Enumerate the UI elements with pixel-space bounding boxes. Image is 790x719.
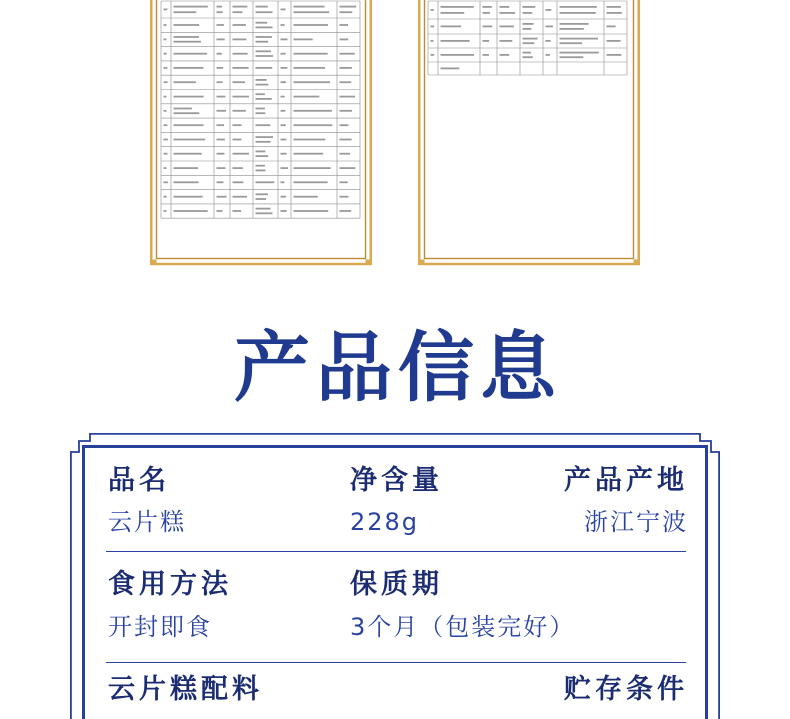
illegible-table-text	[281, 53, 286, 55]
illegible-table-text	[256, 155, 269, 157]
illegible-table-text	[294, 24, 329, 26]
illegible-table-text	[256, 67, 273, 69]
illegible-table-text	[281, 110, 286, 112]
illegible-table-text	[340, 96, 356, 98]
illegible-table-text	[256, 55, 274, 57]
illegible-table-text	[256, 208, 271, 210]
frame-corner-ornament	[153, 260, 157, 264]
illegible-table-text	[441, 54, 475, 56]
ingredients-label: 云片糕配料	[108, 674, 263, 705]
illegible-table-text	[340, 67, 352, 69]
section-title: 产品信息	[234, 323, 562, 412]
illegible-table-text	[256, 141, 271, 143]
illegible-table-text	[500, 6, 510, 8]
net-weight-label: 净含量	[350, 465, 443, 496]
illegible-table-text	[164, 110, 167, 112]
illegible-table-text	[164, 81, 168, 83]
shelf-life-label: 保质期	[350, 569, 443, 600]
illegible-table-text	[256, 98, 272, 100]
illegible-table-text	[174, 41, 201, 43]
illegible-table-text	[217, 153, 225, 155]
illegible-table-text	[233, 196, 248, 198]
illegible-table-text	[483, 6, 492, 8]
illegible-table-text	[294, 181, 328, 183]
illegible-table-text	[607, 54, 622, 56]
illegible-table-text	[281, 67, 288, 69]
illegible-table-text	[256, 124, 271, 126]
illegible-table-text	[441, 12, 465, 14]
illegible-table-text	[164, 53, 167, 55]
certificate-frame-outer	[419, 0, 639, 264]
certificate-left	[151, 0, 371, 264]
illegible-table-text	[294, 110, 332, 112]
illegible-table-text	[281, 96, 285, 98]
illegible-table-text	[217, 196, 227, 198]
illegible-table-text	[281, 210, 287, 212]
illegible-table-text	[233, 67, 249, 69]
illegible-table-text	[281, 181, 285, 183]
illegible-table-text	[217, 210, 223, 212]
illegible-table-text	[560, 38, 599, 40]
illegible-table-text	[281, 24, 285, 26]
illegible-table-text	[164, 167, 167, 169]
illegible-table-text	[340, 153, 351, 155]
illegible-table-text	[217, 11, 223, 13]
illegible-table-text	[546, 54, 550, 56]
illegible-table-text	[217, 39, 225, 41]
illegible-table-text	[340, 24, 349, 26]
origin-label: 产品产地	[564, 465, 688, 496]
illegible-table-text	[294, 53, 328, 55]
illegible-table-text	[281, 9, 286, 11]
illegible-table-text	[523, 28, 532, 30]
illegible-table-text	[340, 124, 349, 126]
illegible-table-text	[217, 67, 224, 69]
illegible-table-text	[174, 24, 200, 26]
illegible-table-text	[217, 110, 227, 112]
illegible-table-text	[281, 39, 288, 41]
product-name-label: 品名	[108, 465, 170, 496]
row-divider	[106, 662, 686, 663]
illegible-table-text	[294, 139, 326, 141]
illegible-table-text	[607, 6, 621, 8]
origin-value: 浙江宁波	[584, 508, 688, 536]
illegible-table-text	[164, 139, 168, 141]
illegible-table-text	[174, 53, 208, 55]
storage-label: 贮存条件	[564, 674, 688, 705]
illegible-table-text	[233, 53, 248, 55]
product-name-value: 云片糕	[108, 508, 186, 536]
illegible-table-text	[523, 56, 533, 58]
illegible-table-text	[523, 12, 533, 14]
illegible-table-text	[546, 9, 552, 11]
illegible-table-text	[294, 81, 331, 83]
illegible-table-text	[340, 139, 352, 141]
illegible-table-text	[217, 139, 225, 141]
illegible-table-text	[294, 11, 330, 13]
illegible-table-text	[431, 26, 435, 28]
illegible-table-text	[256, 212, 273, 214]
frame-corner-ornament	[366, 260, 370, 264]
illegible-table-text	[523, 6, 536, 8]
certificate-frame-outer	[151, 0, 371, 264]
illegible-table-text	[174, 210, 208, 212]
illegible-table-text	[441, 68, 460, 70]
illegible-table-text	[281, 81, 287, 83]
illegible-table-text	[560, 56, 584, 58]
illegible-table-text	[164, 181, 168, 183]
illegible-table-text	[294, 6, 325, 8]
illegible-table-text	[441, 26, 462, 28]
illegible-table-text	[174, 11, 197, 13]
usage-value: 开封即食	[108, 613, 212, 641]
illegible-table-text	[233, 110, 246, 112]
illegible-table-text	[164, 67, 168, 69]
illegible-table-text	[217, 53, 222, 55]
certificate-right	[419, 0, 639, 264]
illegible-table-text	[174, 153, 202, 155]
illegible-table-text	[560, 52, 599, 54]
illegible-table-text	[174, 167, 199, 169]
illegible-table-text	[441, 40, 470, 42]
illegible-table-text	[217, 124, 225, 126]
illegible-table-text	[174, 124, 204, 126]
illegible-table-text	[546, 26, 553, 28]
illegible-table-text	[523, 23, 534, 25]
shelf-life-value: 3个月（包装完好）	[350, 613, 576, 641]
net-weight-value: 228g	[350, 508, 420, 536]
illegible-table-text	[560, 28, 584, 30]
illegible-table-text	[217, 6, 223, 8]
illegible-table-text	[281, 139, 287, 141]
illegible-table-text	[174, 181, 199, 183]
illegible-table-text	[233, 96, 250, 98]
illegible-table-text	[294, 196, 318, 198]
illegible-table-text	[174, 81, 196, 83]
illegible-table-text	[256, 50, 271, 52]
illegible-table-text	[294, 124, 333, 126]
illegible-table-text	[560, 42, 583, 44]
illegible-table-text	[174, 139, 206, 141]
illegible-table-text	[340, 81, 352, 83]
illegible-table-text	[164, 196, 167, 198]
illegible-table-text	[164, 210, 167, 212]
illegible-table-text	[294, 167, 331, 169]
illegible-table-text	[164, 96, 167, 98]
illegible-table-text	[164, 124, 168, 126]
illegible-table-text	[256, 165, 265, 167]
illegible-table-text	[233, 139, 242, 141]
illegible-table-text	[174, 112, 200, 114]
illegible-table-text	[294, 210, 329, 212]
usage-label: 食用方法	[108, 569, 232, 600]
illegible-table-text	[523, 42, 535, 44]
illegible-table-text	[560, 23, 589, 25]
illegible-table-text	[607, 40, 621, 42]
illegible-table-text	[217, 167, 226, 169]
illegible-table-text	[256, 181, 275, 183]
illegible-table-text	[256, 41, 269, 43]
illegible-table-text	[233, 81, 246, 83]
illegible-table-text	[164, 153, 168, 155]
illegible-table-text	[340, 167, 356, 169]
illegible-table-text	[560, 12, 596, 14]
illegible-table-text	[217, 24, 224, 26]
illegible-table-text	[174, 96, 204, 98]
illegible-table-text	[217, 81, 223, 83]
illegible-table-text	[217, 96, 226, 98]
illegible-table-text	[523, 38, 538, 40]
illegible-table-text	[281, 196, 287, 198]
illegible-table-text	[256, 36, 272, 38]
illegible-table-text	[340, 11, 353, 13]
illegible-table-text	[607, 26, 616, 28]
illegible-table-text	[294, 96, 320, 98]
illegible-table-text	[340, 53, 355, 55]
illegible-table-text	[483, 54, 490, 56]
illegible-table-text	[281, 167, 289, 169]
illegible-table-text	[174, 6, 208, 8]
illegible-table-text	[233, 124, 242, 126]
illegible-table-text	[340, 39, 349, 41]
illegible-table-text	[233, 153, 250, 155]
illegible-table-text	[256, 79, 267, 81]
illegible-table-text	[483, 40, 490, 42]
illegible-table-text	[174, 67, 204, 69]
illegible-table-text	[233, 181, 244, 183]
frame-corner-ornament	[634, 260, 638, 264]
illegible-table-text	[340, 110, 353, 112]
illegible-table-text	[500, 54, 510, 56]
illegible-table-text	[217, 181, 224, 183]
illegible-table-text	[294, 67, 326, 69]
illegible-table-text	[256, 6, 268, 8]
illegible-table-text	[233, 6, 248, 8]
illegible-table-text	[256, 193, 268, 195]
illegible-table-text	[281, 153, 287, 155]
illegible-table-text	[500, 26, 514, 28]
illegible-table-text	[500, 12, 516, 14]
illegible-table-text	[256, 112, 266, 114]
illegible-table-text	[483, 26, 493, 28]
illegible-table-text	[233, 24, 246, 26]
illegible-table-text	[164, 39, 167, 41]
illegible-table-text	[256, 93, 265, 95]
illegible-table-text	[546, 40, 551, 42]
illegible-table-text	[340, 210, 352, 212]
illegible-table-text	[256, 108, 265, 110]
illegible-table-text	[174, 36, 200, 38]
illegible-table-text	[174, 108, 192, 110]
illegible-table-text	[256, 84, 269, 86]
row-divider	[106, 551, 686, 552]
illegible-table-text	[500, 40, 513, 42]
illegible-table-text	[523, 52, 532, 54]
illegible-table-text	[560, 6, 597, 8]
illegible-table-text	[256, 198, 267, 200]
illegible-table-text	[164, 24, 167, 26]
illegible-table-text	[256, 170, 266, 172]
illegible-table-text	[431, 40, 434, 42]
illegible-table-text	[281, 124, 286, 126]
illegible-table-text	[256, 11, 273, 13]
illegible-table-text	[340, 6, 357, 8]
illegible-table-text	[174, 196, 203, 198]
certificates-area	[0, 0, 790, 270]
illegible-table-text	[256, 22, 268, 24]
illegible-table-text	[340, 181, 348, 183]
illegible-table-text	[441, 6, 474, 8]
illegible-table-text	[233, 39, 247, 41]
illegible-table-text	[233, 210, 242, 212]
illegible-table-text	[431, 54, 435, 56]
illegible-table-text	[294, 39, 313, 41]
illegible-table-text	[294, 153, 324, 155]
illegible-table-text	[483, 12, 490, 14]
illegible-table-text	[256, 151, 266, 153]
illegible-table-text	[164, 9, 168, 11]
illegible-table-text	[256, 136, 274, 138]
illegible-table-text	[233, 11, 243, 13]
illegible-table-text	[256, 27, 273, 29]
illegible-table-text	[607, 12, 622, 14]
illegible-table-text	[340, 196, 349, 198]
illegible-table-text	[431, 9, 434, 11]
illegible-table-text	[233, 167, 243, 169]
frame-corner-ornament	[421, 260, 425, 264]
